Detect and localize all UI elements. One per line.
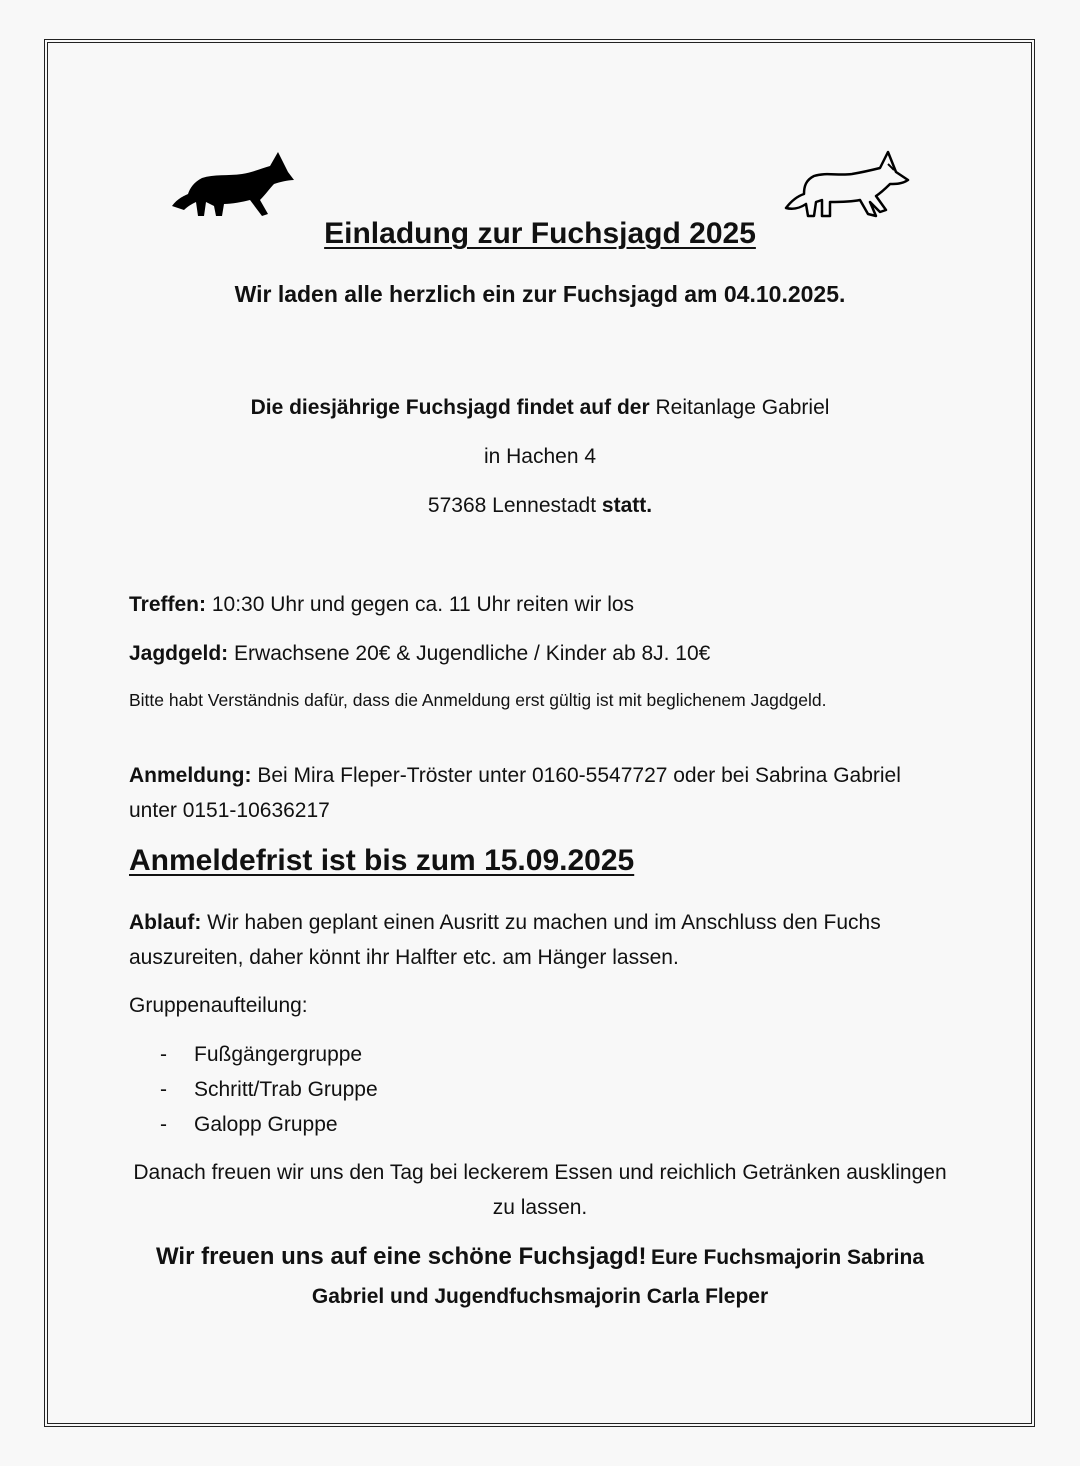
venue-place: Reitanlage Gabriel [655, 396, 830, 419]
deadline-heading: Anmeldefrist ist bis zum 15.09.2025 [129, 844, 635, 877]
venue-street: in Hachen 4 [483, 445, 597, 468]
anmeldung-block [129, 758, 949, 828]
venue-line [0, 396, 1080, 420]
groups-list [160, 1037, 378, 1142]
fox-silhouette-icon [170, 150, 296, 220]
venue-suffix: statt. [601, 494, 653, 517]
closing-text: Danach freuen wir uns den Tag bei leckerem Essen und reichlich Getränken ausklingen zu lassen. [133, 1161, 947, 1219]
fox-outline-icon [784, 150, 912, 222]
invitation-subtitle: Wir laden alle herzlich ein zur Fuchsjagd am 04.10.2025. [234, 281, 846, 307]
treffen-text: 10:30 Uhr und gegen ca. 11 Uhr reiten wir los [211, 593, 635, 616]
groups-heading: Gruppenaufteilung: [129, 994, 308, 1017]
ablauf-text: Wir haben geplant einen Ausritt zu machen und im Anschluss den Fuchs auszureiten, daher könnt ihr Halfter etc. am Hänger lassen. [129, 911, 881, 969]
list-item: - Fußgängergruppe [160, 1043, 363, 1066]
treffen-line [129, 587, 959, 622]
anmeldung-text: Bei Mira Fleper-Tröster unter 0160-5547727 oder bei Sabrina Gabriel unter 0151-10636217 [129, 764, 901, 822]
venue-city: 57368 Lennestadt [427, 494, 597, 517]
signoff [120, 1238, 960, 1317]
ablauf-block [129, 905, 949, 975]
list-item: - Schritt/Trab Gruppe [160, 1078, 378, 1101]
venue-city-line [0, 494, 1080, 518]
signoff-main: Wir freuen uns auf eine schöne Fuchsjagd! [155, 1243, 647, 1270]
ablauf-label: Ablauf: [129, 911, 202, 934]
page-title: Einladung zur Fuchsjagd 2025 [324, 217, 756, 250]
venue-intro: Die diesjährige Fuchsjagd findet auf der [250, 396, 650, 419]
treffen-label: Treffen: [129, 593, 207, 616]
jagdgeld-text: Erwachsene 20€ & Jugendliche / Kinder ab 8J. 10€ [234, 642, 711, 665]
anmeldung-label: Anmeldung: [129, 764, 252, 787]
signoff-names: Eure Fuchsmajorin Sabrina Gabriel und Jugendfuchsmajorin Carla Fleper [311, 1246, 925, 1308]
jagdgeld-label: Jagdgeld: [129, 642, 229, 665]
jagdgeld-line [129, 636, 959, 671]
list-item: - Galopp Gruppe [160, 1113, 338, 1136]
payment-note: Bitte habt Verständnis dafür, dass die Anmeldung erst gültig ist mit beglichenem Jagdgeld. [129, 690, 827, 710]
